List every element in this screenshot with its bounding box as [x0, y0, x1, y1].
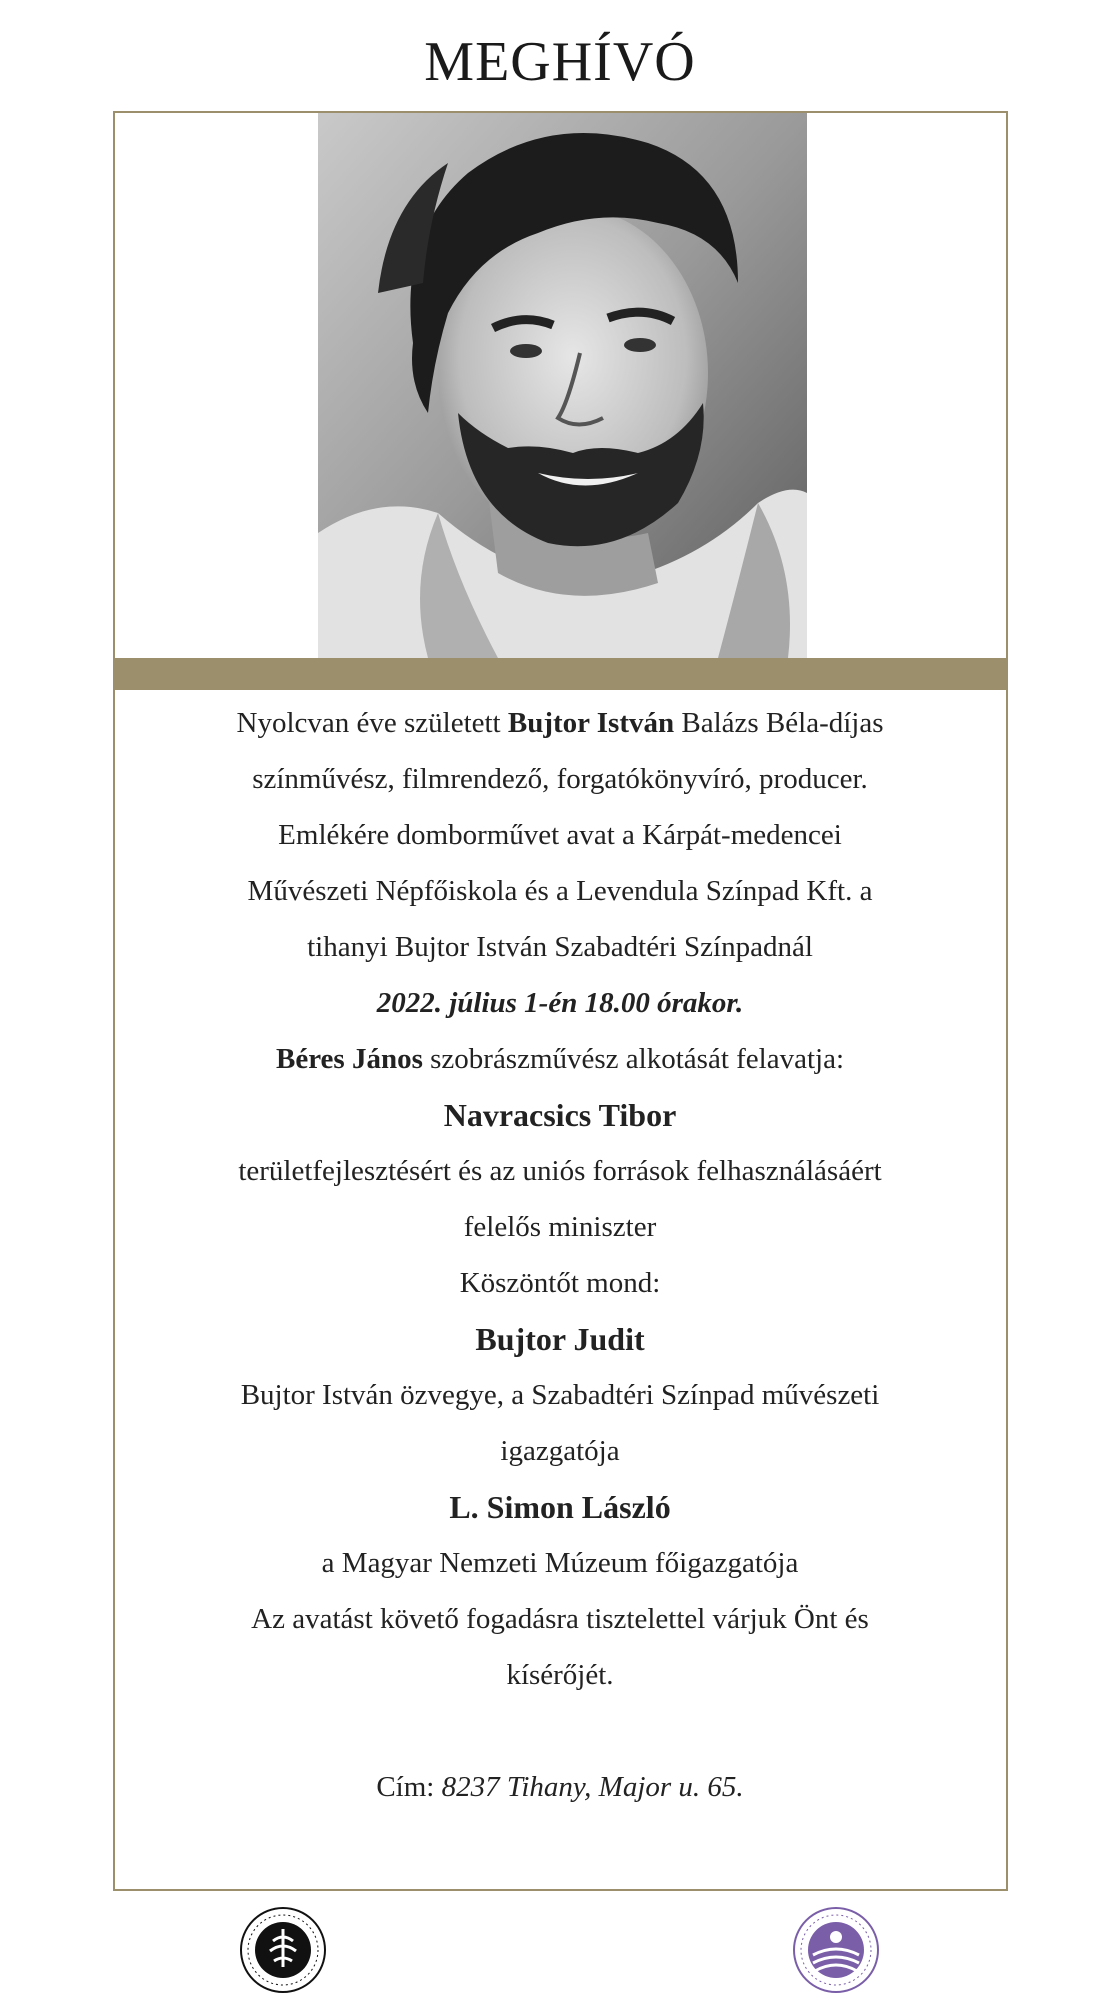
- portrait-image: [318, 113, 807, 658]
- portrait-photo: [318, 113, 807, 658]
- intro-line-5: tihanyi Bujtor István Szabadtéri Színpadnál: [307, 931, 813, 963]
- intro-line-4: Művészeti Népfőiskola és a Levendula Színpad Kft. a: [247, 875, 873, 907]
- speaker-3-name: L. Simon László: [449, 1489, 671, 1525]
- speaker-1-name: Navracsics Tibor: [443, 1097, 677, 1133]
- speaker-2-name: Bujtor Judit: [475, 1321, 645, 1357]
- speaker-2-role-2: igazgatója: [500, 1435, 620, 1467]
- address-value: 8237 Tihany, Major u. 65.: [441, 1771, 744, 1803]
- artist-name: Béres János: [275, 1043, 423, 1075]
- intro-line-1: Nyolcvan éve született Bujtor István Balázs Béla-díjas: [236, 707, 884, 739]
- spacer: [160, 1703, 960, 1759]
- address-line: Cím: 8237 Tihany, Major u. 65.: [376, 1771, 744, 1803]
- levendula-logo: [791, 1905, 881, 1995]
- invitation-text: [160, 695, 960, 1815]
- speaker-2-role-1: Bujtor István özvegye, a Szabadtéri Színpad művészeti: [240, 1379, 880, 1411]
- greeting-label: Köszöntőt mond:: [459, 1267, 661, 1299]
- intro-line-3: Emlékére domborművet avat a Kárpát-medencei: [278, 819, 842, 851]
- accent-band: [115, 658, 1008, 690]
- page-title: MEGHÍVÓ: [424, 31, 696, 93]
- levendula-seal-icon: [791, 1905, 881, 1995]
- event-date: 2022. július 1-én 18.00 órakor.: [376, 987, 744, 1019]
- reception-line-2: kísérőjét.: [506, 1659, 614, 1691]
- nepfoiskola-seal-icon: [238, 1905, 328, 1995]
- reception-line-1: Az avatást követő fogadásra tisztelettel várjuk Önt és: [251, 1603, 869, 1635]
- speaker-3-role: a Magyar Nemzeti Múzeum főigazgatója: [321, 1547, 799, 1579]
- artist-line: Béres János szobrászművész alkotását felavatja:: [275, 1043, 844, 1075]
- intro-line-2: színművész, filmrendező, forgatókönyvíró, producer.: [252, 763, 868, 795]
- nepfoiskola-logo: [238, 1905, 328, 1995]
- speaker-1-role-1: területfejlesztésért és az uniós források felhasználásáért: [238, 1155, 882, 1187]
- speaker-1-role-2: felelős miniszter: [463, 1211, 657, 1243]
- honoree-name: Bujtor István: [507, 707, 675, 739]
